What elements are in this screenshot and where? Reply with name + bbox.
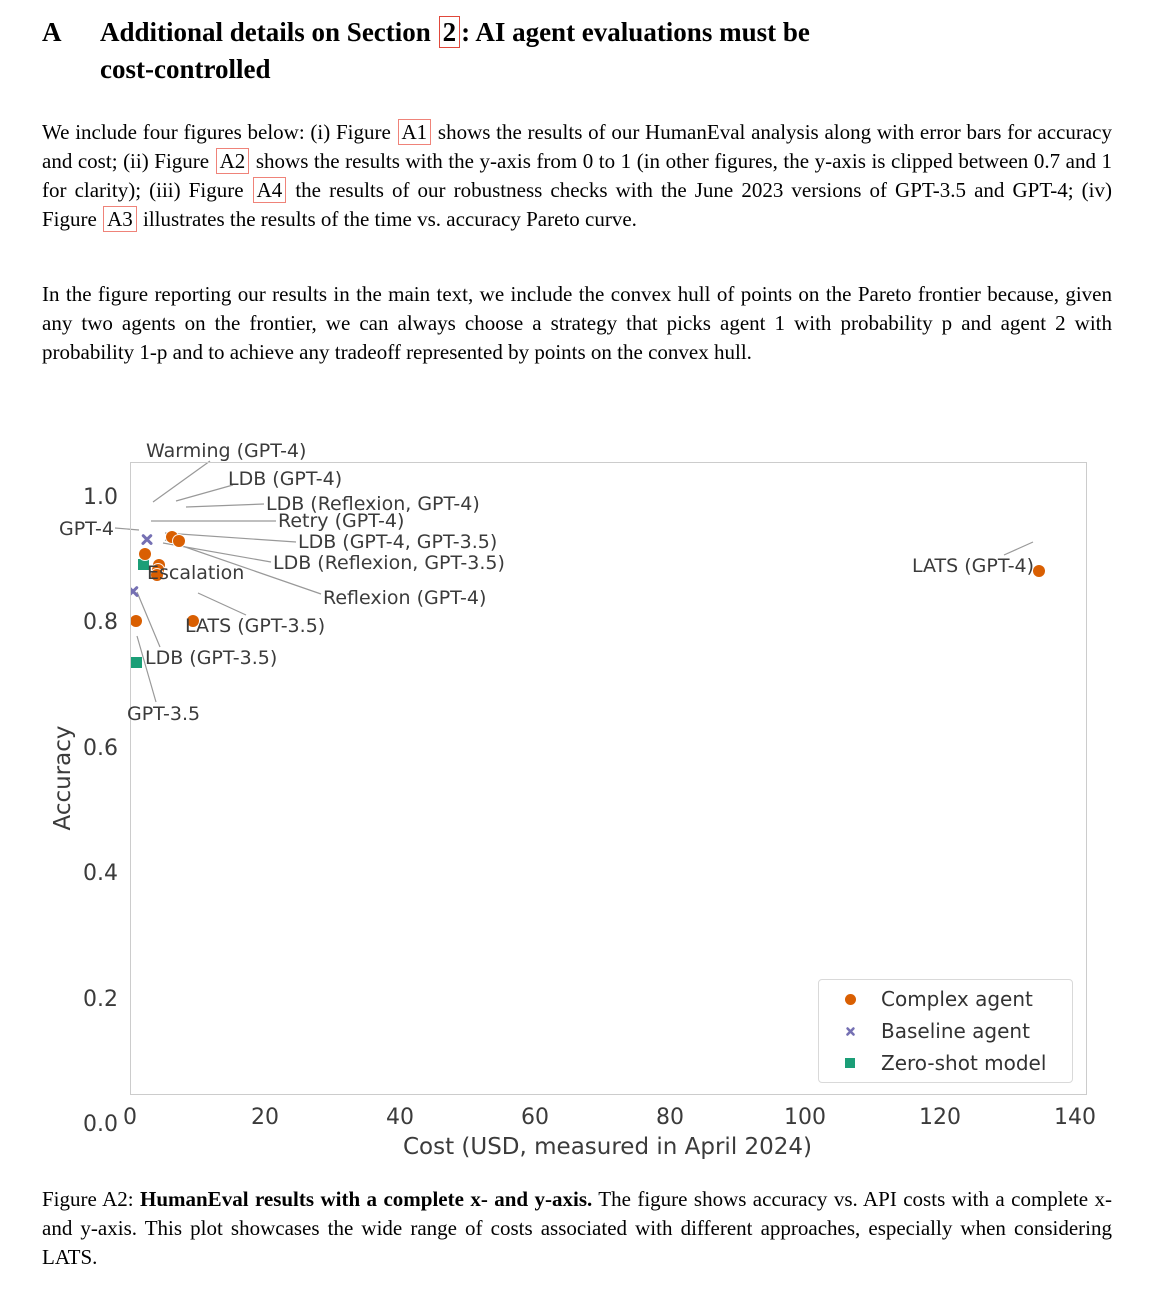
y-tick-label-0.2: 0.2 [83, 986, 118, 1012]
legend-item-baseline-agent [819, 1017, 1072, 1045]
annotation-gpt-4: GPT-4 [59, 518, 114, 540]
annotation-gpt-3-5: GPT-3.5 [127, 703, 201, 725]
section-title-line-2 [100, 51, 810, 88]
figure-ref-link[interactable]: A2 [216, 148, 250, 174]
annotation-reflexion-gpt-4: Reflexion (GPT-4) [323, 587, 487, 609]
data-point-escalation [130, 586, 139, 598]
text-segment: The figure shows accuracy vs. API costs with a complete x- and y-axis. This plot showcases the wide range of costs associated with different approaches, especially when considering LATS. [42, 1187, 1112, 1269]
legend-item-complex-agent [819, 985, 1072, 1013]
x-tick-label-100: 100 [784, 1105, 826, 1130]
legend-item-zero-shot-model [819, 1049, 1072, 1077]
annotation-escalation: Escalation [147, 562, 245, 584]
legend [818, 979, 1073, 1083]
x-tick-label-60: 60 [521, 1105, 549, 1130]
section-letter: A [42, 17, 62, 47]
text-segment: cost-controlled [100, 54, 271, 84]
data-point-ldb-reflexion-gpt-4 [173, 535, 185, 547]
legend-label: Zero-shot model [881, 1051, 1047, 1075]
figure-ref-link[interactable]: A1 [398, 119, 432, 145]
text-segment: : AI agent evaluations must be [461, 17, 810, 47]
legend-marker [845, 1058, 855, 1068]
legend-marker [845, 1026, 854, 1035]
y-axis-label: Accuracy [50, 725, 76, 831]
section-heading [42, 14, 810, 88]
data-point-ldb-gpt-3-5 [130, 615, 142, 627]
y-tick-label-0.0: 0.0 [83, 1112, 118, 1137]
square-marker-icon [819, 1058, 881, 1068]
section-title-line-1 [100, 14, 810, 51]
section-title [100, 14, 810, 88]
data-point-warming-gpt-4 [141, 534, 153, 546]
x-tick-label-140: 140 [1054, 1105, 1096, 1130]
x-tick-label-40: 40 [386, 1105, 414, 1130]
x-tick-label-120: 120 [919, 1105, 961, 1130]
figure-a2 [0, 430, 1154, 1178]
text-segment: In the figure reporting our results in the main text, we include the convex hull of points on the Pareto frontier because, given any two agents on the frontier, we can always choose a strategy that picks agent 1 with probability p and agent 2 with probability 1-p and to achieve any tradeoff represented by points on the convex hull. [42, 282, 1112, 364]
annotation-ldb-reflexion-gpt-3-5: LDB (Reflexion, GPT-3.5) [273, 552, 505, 574]
circle-marker-icon [819, 994, 881, 1005]
figure-caption [42, 1185, 1112, 1272]
legend-label: Baseline agent [881, 1019, 1030, 1043]
annotation-ldb-gpt-3-5: LDB (GPT-3.5) [145, 647, 278, 669]
text-segment: illustrates the results of the time vs. accuracy Pareto curve. [137, 207, 637, 231]
x-tick-label-0: 0 [123, 1105, 137, 1130]
annotation-warming-gpt-4: Warming (GPT-4) [146, 440, 307, 462]
text-segment: Figure A2: [42, 1187, 140, 1211]
text-segment: HumanEval results with a complete x- and y-axis. [140, 1187, 593, 1211]
text-segment: shows the results with the y-axis from 0 to 1 (in other figures, the y-axis is clipped between 0.7 and 1 for clarity); (iii) Figure [42, 149, 1113, 202]
annotation-ldb-gpt-4-gpt-3-5: LDB (GPT-4, GPT-3.5) [298, 531, 498, 553]
text-segment: Additional details on Section [100, 17, 438, 47]
legend-label: Complex agent [881, 987, 1033, 1011]
annotation-lats-gpt-3-5: LATS (GPT-3.5) [185, 615, 326, 637]
x-tick-label-20: 20 [251, 1105, 279, 1130]
annotation-ldb-gpt-4: LDB (GPT-4) [228, 468, 343, 490]
y-tick-label-1.0: 1.0 [83, 485, 118, 510]
figure-ref-link[interactable]: A4 [253, 177, 287, 203]
annotation-lats-gpt-4: LATS (GPT-4) [912, 555, 1035, 577]
figure-ref-link[interactable]: 2 [439, 16, 461, 48]
paragraph-1 [42, 118, 1112, 234]
x-marker-icon [819, 1026, 881, 1037]
data-point-lats-gpt-4 [1033, 565, 1045, 577]
x-axis-label: Cost (USD, measured in April 2024) [402, 1134, 813, 1160]
figure-ref-link[interactable]: A3 [103, 206, 137, 232]
annotation-ldb-reflexion-gpt-4: LDB (Reflexion, GPT-4) [266, 493, 480, 515]
legend-marker [845, 994, 856, 1005]
text-segment: the results of our robustness checks with the June 2023 versions of GPT-3.5 and GPT-4; (iv) Figure [42, 178, 1112, 231]
x-tick-label-80: 80 [656, 1105, 684, 1130]
paragraph-2 [42, 280, 1112, 367]
data-point-gpt-3-5 [131, 657, 142, 668]
annotation-retry-gpt-4: Retry (GPT-4) [278, 510, 405, 532]
y-tick-label-0.8: 0.8 [83, 610, 118, 636]
text-segment: We include four figures below: (i) Figure [42, 120, 397, 144]
data-point-retry-gpt-4 [139, 548, 151, 560]
text-segment: shows the results of our HumanEval analysis along with error bars for accuracy and cost; (ii) Figure [42, 120, 1112, 173]
y-tick-label-0.6: 0.6 [83, 735, 118, 761]
y-tick-label-0.4: 0.4 [83, 861, 118, 887]
